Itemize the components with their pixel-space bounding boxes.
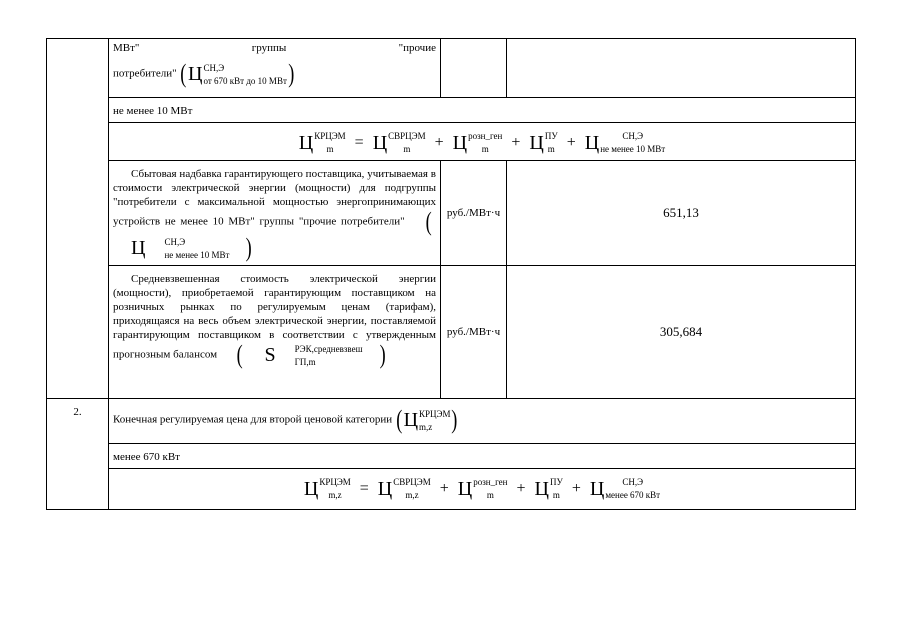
math-symbol: Ц КРЦЭМ m,z [403,408,451,432]
unit-cell [441,39,507,98]
text-line: МВт" группы "прочие [113,42,436,54]
table-row [47,39,856,98]
description-cell [109,39,441,98]
table-row [47,161,856,266]
table-row [47,123,856,161]
math-symbol: S РЭК,средневзвеш ГП,m [264,343,363,367]
formula-cell [109,469,856,510]
description-cell: Средневзвешенная стоимость электрической энергии (мощности), приобретаемой гарантирующим поставщиком на розничных рынках по регулируемым ценам (тарифам), приходящаяся на весь объем электрической энергии, поставляемой гарантирующим поставщиком в соответствии с утвержденным прогнозным балансом ( S РЭК,средневзвеш ГП,m ) [109,266,441,399]
subheading-cell: не менее 10 МВт [109,98,856,123]
description-cell: Сбытовая надбавка гарантирующего поставщика, учитываемая в стоимости электрической энергии (мощности) для подгруппы "потребители с максимальной мощностью энергопринимающих устройств не менее 10 МВт" группы "прочие потребители" ( Ц СН,Э не менее 10 МВт ) [109,161,441,266]
subheading-cell: менее 670 кВт [109,444,856,469]
math-symbol: Ц СН,Э от 670 кВт до 10 МВт [188,62,287,86]
table-row [47,469,856,510]
table-row [47,399,856,444]
value-cell [507,39,856,98]
unit-cell: руб./МВт·ч [441,266,507,399]
number-cell: 2. [47,399,109,510]
table-row [47,444,856,469]
number-cell-empty [47,39,109,399]
table-row [47,98,856,123]
formula: Ц КРЦЭМ m = Ц СВРЦЭМ m + Ц розн_ген m + Ц ПУ m + Ц СН,Э не менее 10 МВт [298,131,666,154]
section-heading-cell: Конечная регулируемая цена для второй ценовой категории ( Ц КРЦЭМ m,z ) [109,399,856,444]
value-cell: 651,13 [507,161,856,266]
text-line: потребители" ( Ц СН,Э от 670 кВт до 10 МВт ) [113,59,295,88]
value-cell: 305,684 [507,266,856,399]
math-symbol: Ц СН,Э не менее 10 МВт [131,236,230,260]
unit-cell: руб./МВт·ч [441,161,507,266]
formula-cell [109,123,856,161]
table-row [47,266,856,399]
formula: Ц КРЦЭМ m,z = Ц СВРЦЭМ m,z + Ц розн_ген m + Ц ПУ m + Ц СН,Э менее 670 кВт [303,477,661,500]
tariff-table [46,38,856,510]
